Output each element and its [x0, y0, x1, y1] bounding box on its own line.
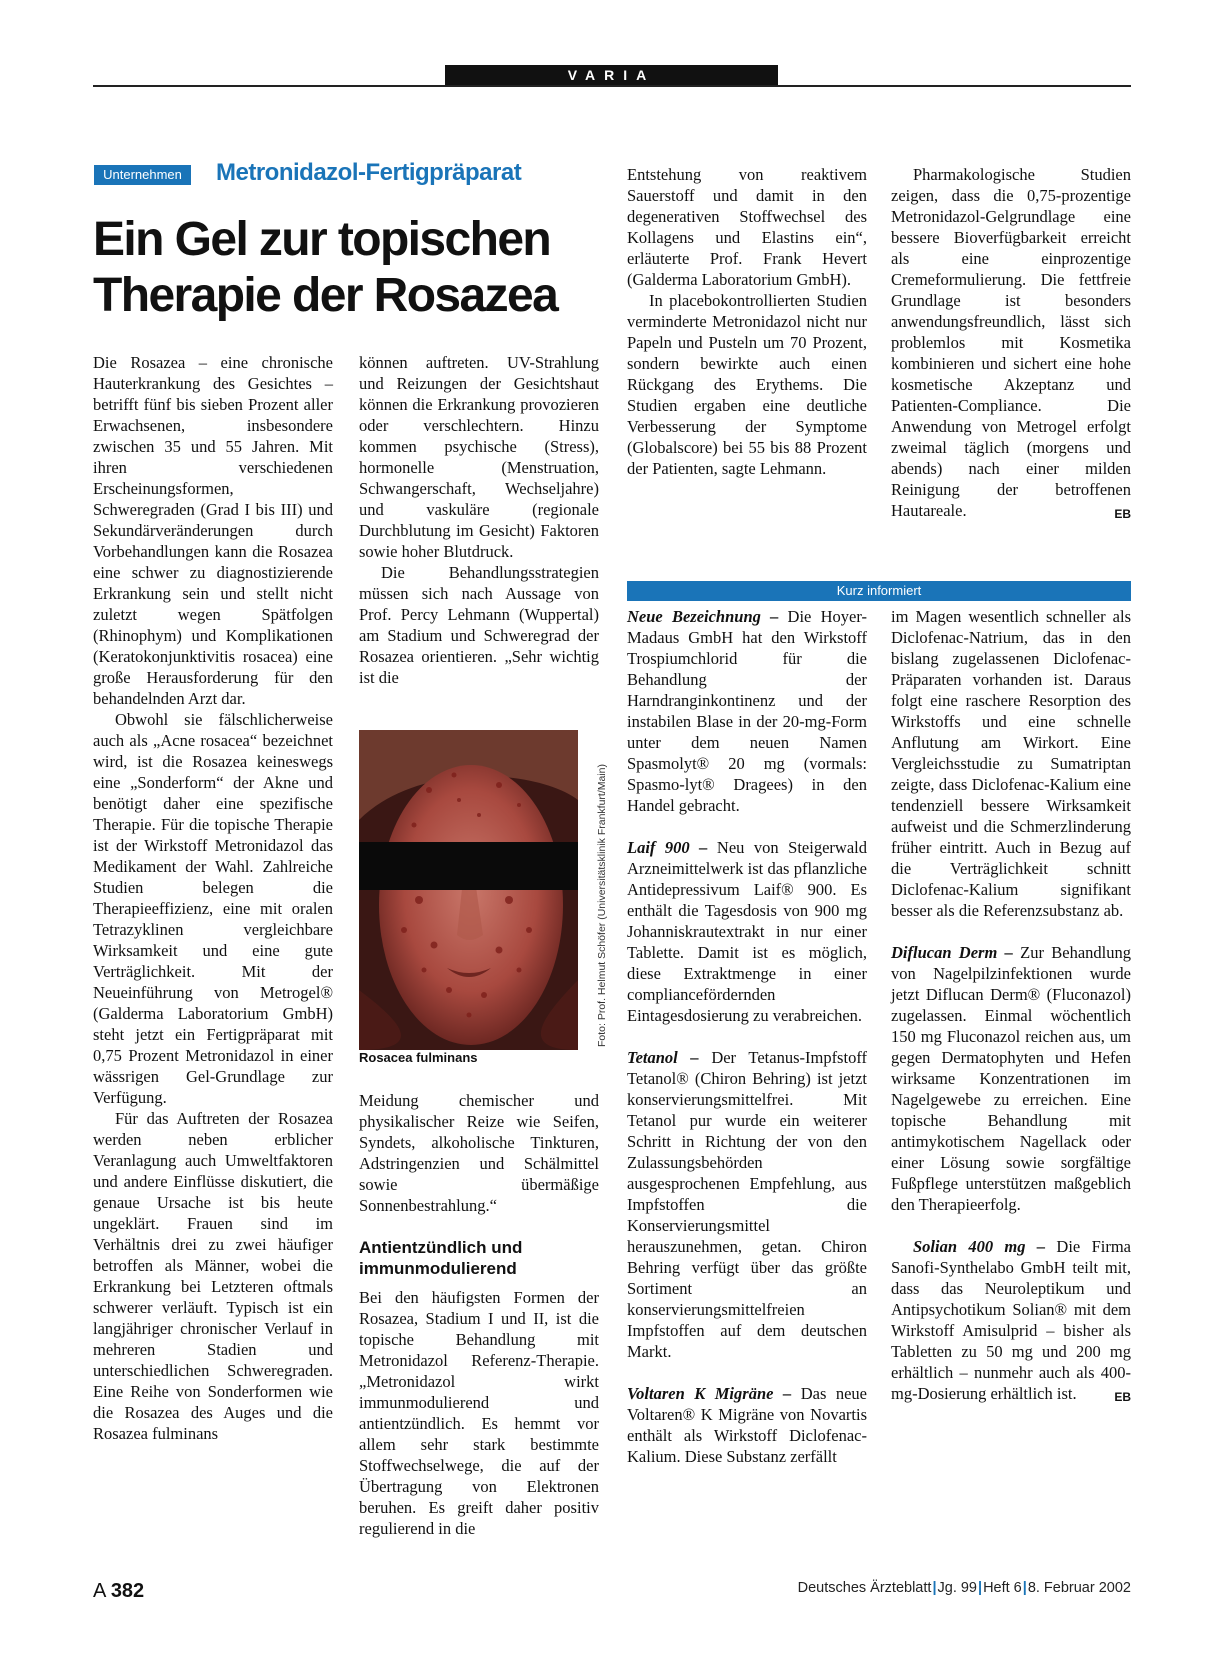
headline-line-1: Ein Gel zur topischen — [93, 213, 551, 266]
paragraph: Meidung chemischer und physikalischer Reize wie Seifen, Syndets, alkoholische Tinkturen, Adstringenzien und Schälmittel sowie übermäßige Sonnenbestrahlung.“ — [359, 1091, 599, 1215]
paragraph: Bei den häufigsten Formen der Rosazea, Stadium I und II, ist die topische Behandlung mit Metronidazol Referenz-Therapie. „Metronidazol wirkt immunmodulierend und antientzündlich. Es hemmt vor allem sehr stark bestimmte Stoffwechselwege, die auf der Übertragung von Elektronen beruhen. Es greift daher positiv regulierend in die — [359, 1288, 599, 1538]
photo-credit: Foto: Prof. Helmut Schöfer (Universitätsklinik Frankfurt/Main) — [596, 764, 608, 1047]
article-column-2-top — [359, 352, 599, 688]
news-item-title: Solian 400 mg – — [913, 1237, 1046, 1256]
kurz-informiert-banner: Kurz informiert — [627, 581, 1131, 601]
category-tag: Unternehmen — [94, 165, 191, 185]
news-column-1 — [627, 606, 867, 1467]
news-item-title: Neue Bezeichnung – — [627, 607, 779, 626]
paragraph: können auftreten. UV-Strahlung und Reizungen der Gesichtshaut können die Erkrankung provozieren oder verschlechtern. Hinzu kommen psychische (Stress), hormonelle (Menstruation, Schwangerschaft, Wechseljahre) und vaskuläre (regionale Durchblutung im Gesicht) Faktoren sowie hoher Blutdruck. — [359, 353, 599, 561]
rosacea-photo — [359, 730, 578, 1050]
journal-issue: Heft 6 — [983, 1580, 1022, 1596]
section-heading: Antientzündlich und immunmodulierend — [359, 1238, 523, 1278]
news-item-continued: im Magen wesentlich schneller als Diclofenac-Natrium, das in den bislang zugelassenen Diclofenac-Präparaten vorhanden ist. Daraus folgt eine raschere Resorption des Wirkstoffs und eine schnelle Anflutung am Wirkort. Eine Vergleichsstudie zu Sumatriptan zeigte, dass Diclofenac-Kalium eine tendenziell bessere Wirksamkeit aufweist und die Schmerzlinderung früher eintritt. Auch in Bezug auf die Verträglichkeit schnitt Diclofenac-Kalium signifikant besser als die Referenzsubstanz ab. — [891, 607, 1131, 920]
news-item: Laif 900 – Neu von Steigerwald Arzneimittelwerk ist das pflanzliche Antidepressivum Laif® 900. Es enthält die Tagesdosis von 900 mg Johanniskrautextrakt in nur einer Tablette. Damit ist es möglich, diese Extraktmenge in einer compliancefördernden Eintagesdosierung zu verabreichen. — [627, 838, 867, 1025]
headline-line-2: Therapie der Rosazea — [93, 269, 558, 322]
news-column-2 — [891, 606, 1131, 1408]
section-label: VARIA — [445, 65, 778, 85]
journal-name: Deutsches Ärzteblatt — [797, 1580, 932, 1596]
header-rule — [93, 85, 1131, 87]
news-item: Neue Bezeichnung – Die Hoyer-Madaus GmbH hat den Wirkstoff Trospiumchlorid für die Behandlung der Harndranginkontinenz und der instabilen Blase in der 20-mg-Form unter dem neuen Namen Spasmolyt® 20 mg (vormals: Spasmo-lyt® Dragees) in den Handel gebracht. — [627, 607, 867, 815]
article-headline — [93, 212, 557, 324]
paragraph: Für das Auftreten der Rosazea werden neben erblicher Veranlagung auch Umweltfaktoren und andere Einflüsse diskutiert, die genaue Ursache ist bis heute ungeklärt. Frauen sind im Verhältnis drei zu zwei häufiger betroffen als Männer, wobei die Erkrankung bei Letzteren oftmals schwerer verläuft. Typisch ist ein langjähriger chronischer Verlauf in mehreren Stadien und unterschiedlichen Schweregraden. Eine Reihe von Sonderformen wie die Rosazea des Auges und die Rosazea fulminans — [93, 1109, 333, 1443]
news-item: Voltaren K Migräne – Das neue Voltaren® K Migräne von Novartis enthält als Wirkstoff Diclofenac-Kalium. Diese Substanz zerfällt — [627, 1384, 868, 1466]
paragraph: Obwohl sie fälschlicherweise auch als „Acne rosacea“ bezeichnet wird, ist die Rosazea keineswegs eine „Sonderform“ der Akne und benötigt daher eine spezifische Therapie. Für die topische Therapie ist der Wirkstoff Metronidazol das Medikament der Wahl. Zahlreiche Studien belegen die Therapieeffizienz, eine mit oralen Tetrazyklinen vergleichbare Wirksamkeit und eine gute Verträglichkeit. Mit der Neueinführung von Metrogel® (Galderma Laboratorium GmbH) steht jetzt ein Fertigpräparat mit 0,75 Prozent Metronidazol in einer wässrigen Gel-Grundlage zur Verfügung. — [93, 710, 333, 1107]
paragraph: Pharmakologische Studien zeigen, dass die 0,75-prozentige Metronidazol-Gelgrundlage eine bessere Bioverfügbarkeit erreicht als eine einprozentige Cremeformulierung. Die fettfreie Grundlage ist besonders anwendungsfreundlich, lässt sich problemlos mit Kosmetika kombinieren und sichert eine hohe kosmetische Akzeptanz und Patienten-Compliance. Die Anwendung von Metrogel erfolgt zweimal täglich (morgens und abends) nach einer milden Reinigung der betroffenen Hautareale. EB — [891, 164, 1131, 521]
paragraph: Entstehung von reaktivem Sauerstoff und damit in den degenerativen Stoffwechsel des Kollagens und Elastins ein“, erläuterte Prof. Frank Hevert (Galderma Laboratorium GmbH). — [627, 165, 867, 289]
article-column-3 — [627, 164, 867, 479]
news-item-title: Laif 900 – — [627, 838, 708, 857]
author-signature: EB — [1114, 1390, 1131, 1404]
photo-caption: Rosacea fulminans — [359, 1050, 478, 1065]
news-item-title: Tetanol – — [627, 1048, 699, 1067]
paragraph: In placebokontrollierten Studien verminderte Metronidazol nicht nur Papeln und Pusteln um 70 Prozent, sondern bewirkte auch einen Rückgang des Erythems. Die Studien ergaben eine deutliche Verbesserung der Symptome (Globalscore) bei 55 bis 88 Prozent der Patienten, sagte Lehmann. — [627, 291, 867, 478]
paragraph: Die Rosazea – eine chronische Hauterkrankung des Gesichtes – betrifft fünf bis sieben Prozent aller Erwachsenen, insbesondere zwischen 35 und 55 Jahren. Mit ihren verschiedenen Erscheinungsformen, Schweregraden (Grad I bis III) und Sekundärveränderungen durch Vorbehandlungen kann die Rosazea eine schwer zu diagnostizierende Erkrankung sein und stellt nicht zuletzt wegen Spätfolgen (Rhinophym) und Komplikationen (Keratokonjunktivitis rosacea) eine große Herausforderung für den behandelnden Arzt dar. — [93, 353, 333, 708]
article-column-1 — [93, 352, 333, 1444]
news-item: Diflucan Derm – Zur Behandlung von Nagelpilzinfektionen wurde jetzt Diflucan Derm® (Fluconazol) zugelassen. Einmal wöchentlich 150 mg Fluconazol reichen aus, um gegen Dermatophyten und Hefen wirksame Konzentrationen im Nagelgewebe zu erreichen. Eine topische Behandlung mit antimykotischem Nagellack oder einer Lösung sowie sorgfältige Fußpflege unterstützen maßgeblich den Therapieerfolg. — [891, 943, 1131, 1214]
face-illustration — [359, 730, 578, 1050]
paragraph: Die Behandlungsstrategien müssen sich nach Aussage von Prof. Percy Lehmann (Wuppertal) am Stadium und Schweregrad der Rosazea orientieren. „Sehr wichtig ist die — [359, 563, 599, 687]
author-signature: EB — [1114, 507, 1131, 521]
article-column-2-bottom — [359, 1090, 599, 1539]
journal-citation: Deutsches Ärzteblatt|Jg. 99|Heft 6|8. Februar 2002 — [797, 1580, 1131, 1596]
news-item: Solian 400 mg – Die Firma Sanofi-Synthelabo GmbH teilt mit, dass das Neuroleptikum und Antipsychotikum Solian® mit dem Wirkstoff Amisulprid – bisher als Tabletten zu 50 mg und 200 mg erhältlich – nunmehr auch als 400-mg-Dosierung erhältlich ist. EB — [891, 1236, 1131, 1404]
journal-volume: Jg. 99 — [937, 1580, 977, 1596]
article-column-4 — [891, 164, 1131, 525]
news-item: Tetanol – Der Tetanus-Impfstoff Tetanol® (Chiron Behring) ist jetzt konservierungsmittelfrei. Mit Tetanol pur wurde ein weiterer Schritt in Richtung der von den Zulassungsbehörden ausgesprochenen Empfehlung, aus Impfstoffen die Konservierungsmittel herauszunehmen, getan. Chiron Behring verfügt über das größte Sortiment an konservierungsmittelfreien Impfstoffen auf dem deutschen Markt. — [627, 1048, 868, 1361]
news-item-title: Voltaren K Migräne – — [627, 1384, 792, 1403]
article-subhead: Metronidazol-Fertigpräparat — [216, 159, 522, 186]
journal-date: 8. Februar 2002 — [1027, 1580, 1131, 1596]
news-item-title: Diflucan Derm – — [891, 943, 1013, 962]
page-number: A 382 — [93, 1580, 145, 1602]
